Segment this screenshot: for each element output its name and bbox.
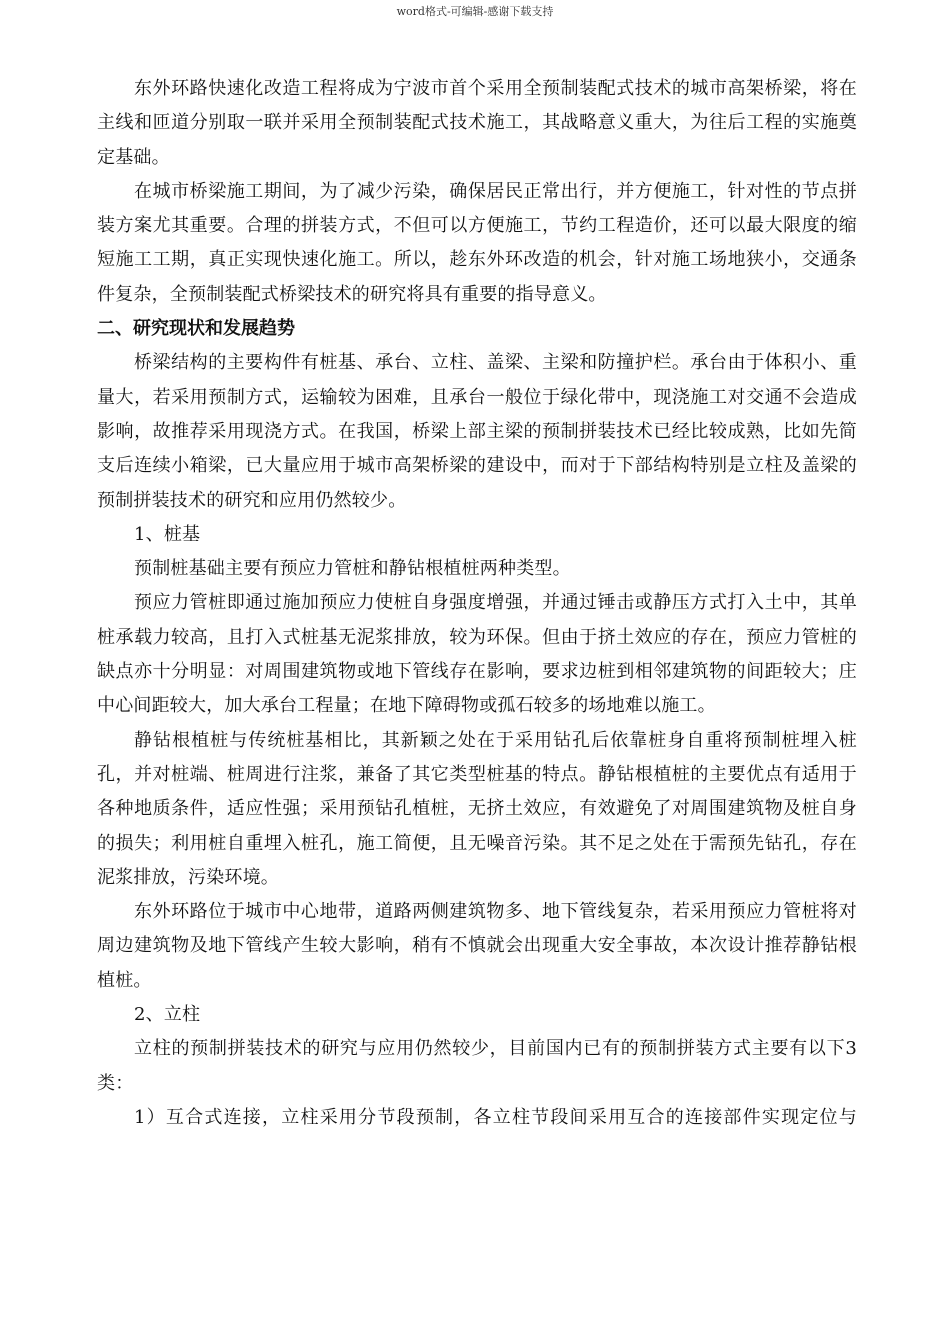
paragraph-method-1: 1）互合式连接，立柱采用分节段预制，各立柱节段间采用互合的连接部件实现定位与 [134, 1106, 857, 1128]
paragraph-column-methods: 立柱的预制拼装技术的研究与应用仍然较少，目前国内已有的预制拼装方式主要有以下3类： [97, 1038, 857, 1094]
subheading-pile-foundation: 1、桩基 [134, 523, 201, 545]
page-header: word格式-可编辑-感谢下载支持 [396, 5, 554, 18]
subheading-column: 2、立柱 [134, 1004, 201, 1026]
document-body [97, 72, 857, 1135]
paragraph-construction-period: 在城市桥梁施工期间，为了减少污染，确保居民正常出行，并方便施工，针对性的节点拼装方案尤其重要。合理的拼装方式，不但可以方便施工，节约工程造价，还可以最大限度的缩短施工工期，真正实现快速化施工。所以，趁东外环改造的机会，针对施工场地狭小，交通条件复杂，全预制装配式桥梁技术的研究将具有重要的指导意义。 [97, 180, 857, 305]
paragraph-pile-types: 预制桩基础主要有预应力管桩和静钻根植桩两种类型。 [134, 558, 571, 580]
paragraph-prestressed-pile: 预应力管桩即通过施加预应力使桩自身强度增强，并通过锤击或静压方式打入土中，其单桩承载力较高，且打入式桩基无泥浆排放，较为环保。但由于挤土效应的存在，预应力管桩的缺点亦十分明显：对周围建筑物或地下管线存在影响，要求边桩到相邻建筑物的间距较大；庄中心间距较大，加大承台工程量；在地下障碍物或孤石较多的场地难以施工。 [97, 592, 857, 717]
paragraph-rooted-pile: 静钻根植桩与传统桩基相比，其新颖之处在于采用钻孔后依靠桩身自重将预制桩埋入桩孔，并对桩端、桩周进行注浆，兼备了其它类型桩基的特点。静钻根植桩的主要优点有适用于各种地质条件，适应性强；采用预钻孔植桩，无挤土效应，有效避免了对周围建筑物及桩自身的损失；利用桩自重埋入桩孔，施工简便，且无噪音污染。其不足之处在于需预先钻孔，存在泥浆排放，污染环境。 [97, 729, 857, 888]
section-heading-research-status: 二、研究现状和发展趋势 [97, 318, 295, 340]
paragraph-bridge-components: 桥梁结构的主要构件有桩基、承台、立柱、盖梁、主梁和防撞护栏。承台由于体积小、重量大，若采用预制方式，运输较为困难，且承台一般位于绿化带中，现浇施工对交通不会造成影响，故推荐采用现浇方式。在我国，桥梁上部主梁的预制拼装技术已经比较成熟，比如先简支后连续小箱梁，已大量应用于城市高架桥梁的建设中，而对于下部结构特别是立柱及盖梁的预制拼装技术的研究和应用仍然较少。 [97, 352, 857, 511]
paragraph-intro: 东外环路快速化改造工程将成为宁波市首个采用全预制装配式技术的城市高架桥梁，将在主线和匝道分别取一联并采用全预制装配式技术施工，其战略意义重大，为往后工程的实施奠定基础。 [97, 78, 857, 168]
paragraph-recommendation: 东外环路位于城市中心地带，道路两侧建筑物多、地下管线复杂，若采用预应力管桩将对周边建筑物及地下管线产生较大影响，稍有不慎就会出现重大安全事故，本次设计推荐静钻根植桩。 [97, 901, 857, 991]
